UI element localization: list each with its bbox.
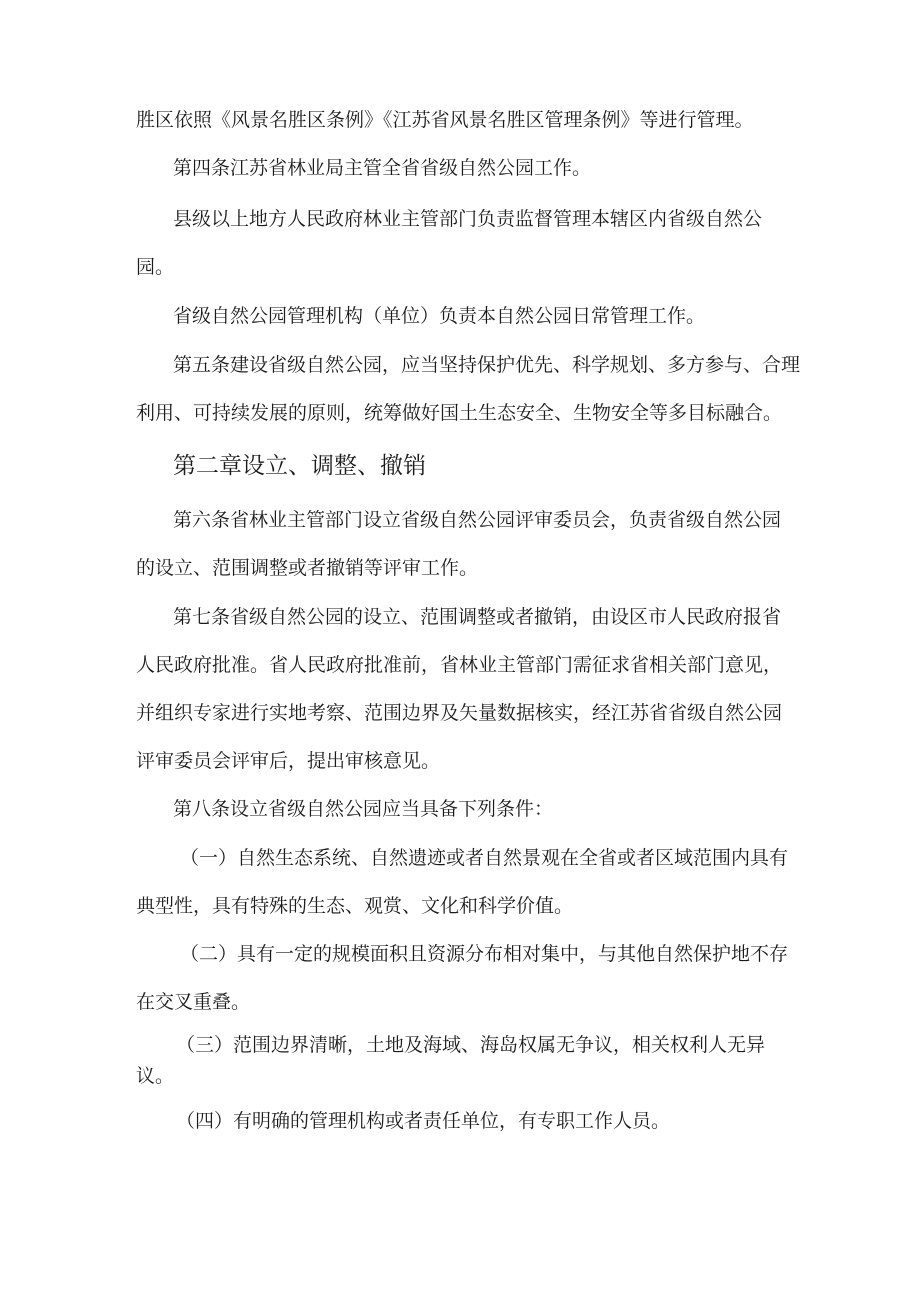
text-line: 在交叉重叠。 bbox=[136, 991, 251, 1013]
article-5: 第五条建设省级自然公园，应当坚持保护优先、科学规划、多方参与、合理 bbox=[173, 354, 801, 376]
text-line: 人民政府批准。省人民政府批准前，省林业主管部门需征求省相关部门意见， bbox=[136, 654, 783, 676]
condition-2: （二）具有一定的规模面积且资源分布相对集中，与其他自然保护地不存 bbox=[180, 943, 789, 965]
text-line: 典型性，具有特殊的生态、观赏、文化和科学价值。 bbox=[136, 895, 574, 917]
text-line: 并组织专家进行实地考察、范围边界及矢量数据核实，经江苏省省级自然公园 bbox=[136, 702, 783, 724]
article-4: 第四条江苏省林业局主管全省省级自然公园工作。 bbox=[173, 157, 592, 179]
text-line: 园。 bbox=[136, 256, 175, 278]
text-line: 议。 bbox=[136, 1065, 175, 1087]
condition-3: （三）范围边界清晰，土地及海域、海岛权属无争议，相关权利人无异 bbox=[176, 1034, 766, 1056]
text-line: 省级自然公园管理机构（单位）负责本自然公园日常管理工作。 bbox=[173, 305, 706, 327]
text-line: 利用、可持续发展的原则，统筹做好国土生态安全、生物安全等多目标融合。 bbox=[136, 402, 783, 424]
condition-1: （一）自然生态系统、自然遗迹或者自然景观在全省或者区域范围内具有 bbox=[180, 847, 789, 869]
article-8: 第八条设立省级自然公园应当具备下列条件： bbox=[173, 798, 554, 820]
text-line: 县级以上地方人民政府林业主管部门负责监督管理本辖区内省级自然公 bbox=[173, 208, 763, 230]
chapter-2-heading: 第二章设立、调整、撤销 bbox=[173, 453, 426, 479]
article-6: 第六条省林业主管部门设立省级自然公园评审委员会，负责省级自然公园 bbox=[173, 509, 782, 531]
text-line: 胜区依照《风景名胜区条例》《江苏省风景名胜区管理条例》等进行管理。 bbox=[136, 109, 754, 131]
condition-4: （四）有明确的管理机构或者责任单位，有专职工作人员。 bbox=[176, 1110, 671, 1132]
text-line: 的设立、范围调整或者撤销等评审工作。 bbox=[136, 557, 479, 579]
article-7: 第七条省级自然公园的设立、范围调整或者撤销，由设区市人民政府报省 bbox=[173, 606, 782, 628]
text-line: 评审委员会评审后，提出审核意见。 bbox=[136, 750, 441, 772]
